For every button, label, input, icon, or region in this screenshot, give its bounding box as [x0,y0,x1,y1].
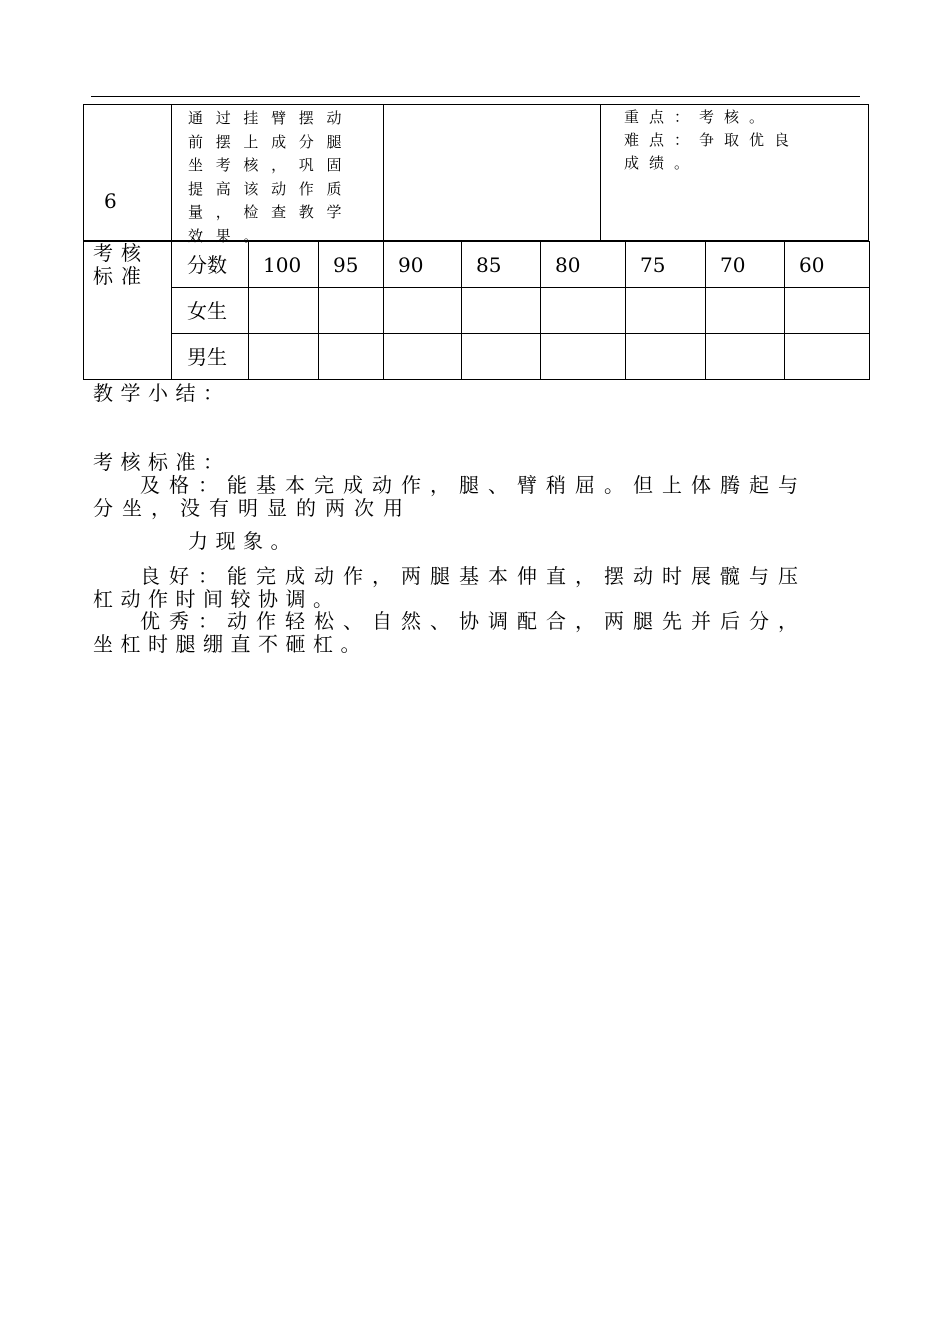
pass-standard-line2: 分坐，没有明显的两次用 [93,496,412,520]
table-cell [541,334,626,380]
lesson-content [188,107,364,248]
content-line: 提高该动作质 [188,179,355,198]
excellent-standard-line1: 优秀：动作轻松、自然、协调配合，两腿先并后分， [140,609,807,633]
focus-line: 难点：争取优良 [624,131,800,149]
summary-title: 教学小结： [93,381,231,405]
lesson-number: 6 [104,189,117,213]
table-cell [319,288,384,334]
table-cell [706,334,785,380]
header-rule [91,96,860,97]
table-cell [462,288,541,334]
pass-standard-line3: 力现象。 [188,529,298,553]
good-standard-line2: 杠动作时间较协调。 [93,587,341,611]
score-value: 60 [785,242,870,288]
table-cell [785,288,870,334]
score-value: 80 [541,242,626,288]
score-value: 75 [626,242,706,288]
cell-divider [600,105,601,240]
table-cell [384,334,462,380]
pass-standard-line1: 及格：能基本完成动作，腿、臂稍屈。但上体腾起与 [140,473,807,497]
content-line: 前摆上成分腿 [188,132,355,151]
table-cell [249,334,319,380]
table-cell [626,334,706,380]
score-value: 90 [384,242,462,288]
lesson-row [83,104,869,245]
standards-title: 考核标准： [93,450,231,474]
table-cell [319,334,384,380]
score-value: 100 [249,242,319,288]
table-cell [249,288,319,334]
score-header: 分数 [172,242,249,288]
table-cell [541,288,626,334]
score-table-label: 考核标准 [84,242,172,380]
cell-divider [383,105,384,240]
focus-line: 成绩。 [624,154,700,172]
cell-divider [171,105,172,240]
female-row-label: 女生 [172,288,249,334]
content-line: 量，检查教学 [188,203,355,221]
content-line: 效果。 [188,226,272,245]
focus-line: 重点：考核。 [624,108,775,126]
table-cell [706,288,785,334]
score-table [83,241,870,380]
score-value: 95 [319,242,384,288]
lesson-focus [624,106,864,175]
table-cell [626,288,706,334]
score-value: 70 [706,242,785,288]
table-cell [462,334,541,380]
score-value: 85 [462,242,541,288]
content-line: 坐考核，巩固 [188,156,355,174]
table-cell [384,288,462,334]
content-line: 通过挂臂摆动 [188,109,355,127]
good-standard-line1: 良好：能完成动作，两腿基本伸直，摆动时展髋与压 [140,564,807,588]
table-cell [785,334,870,380]
excellent-standard-line2: 坐杠时腿绷直不砸杠。 [93,632,368,656]
male-row-label: 男生 [172,334,249,380]
